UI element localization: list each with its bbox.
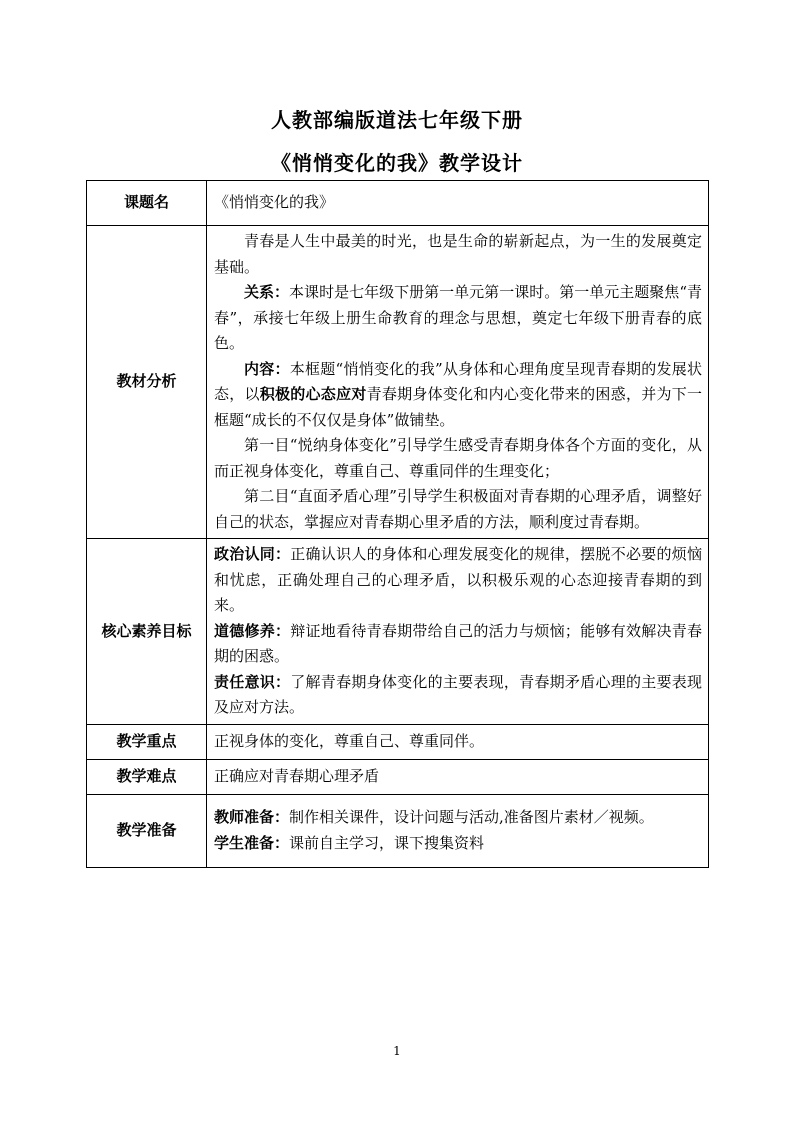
core-goals-content [207,539,709,725]
content-body-end: 青春期身体变化和内心变化带来的困惑，并为下一框题“成长的不仅仅是身体”做铺垫。 [214,385,702,429]
table-row-material-analysis [87,226,709,539]
core-goals-label: 核心素养目标 [87,539,207,725]
goal-political-body: 正确认识人的身体和心理发展变化的规律，摆脱不必要的烦恼和忧虑，正确处理自己的心理矛盾，以积极乐观的心态迎接青春期的到来。 [214,545,702,614]
relation-heading: 关系： [244,283,290,301]
teaching-focus-label: 教学重点 [87,724,207,759]
analysis-paragraph-content [214,357,702,434]
lesson-title-value: 《悄悄变化的我》 [207,181,709,226]
prep-teacher [214,805,702,831]
prep-teacher-body: 制作相关课件，设计问题与活动,准备图片素材／视频。 [289,808,654,826]
material-analysis-content [207,226,709,539]
goal-responsibility-body: 了解青春期身体变化的主要表现，青春期矛盾心理的主要表现及应对方法。 [214,672,702,716]
content-emphasis: 积极的心态应对 [259,385,367,403]
goal-moral-cultivation [214,619,702,670]
prep-teacher-heading: 教师准备： [214,808,290,826]
table-row-teaching-focus [87,724,709,759]
teaching-prep-label: 教学准备 [87,794,207,867]
page-number: 1 [393,1044,401,1058]
teaching-prep-content [207,794,709,867]
relation-body: 本课时是七年级下册第一单元第一课时。第一单元主题聚焦“青春”，承接七年级上册生命教育的理念与思想，奠定七年级下册青春的底色。 [214,283,702,352]
lesson-plan-table [86,180,709,868]
teaching-difficulty-value: 正确应对青春期心理矛盾 [207,759,709,794]
document-subtitle: 《悄悄变化的我》教学设计 [271,151,523,175]
content-heading: 内容： [244,359,290,378]
teaching-difficulty-label: 教学难点 [87,759,207,794]
analysis-paragraph-intro: 青春是人生中最美的时光，也是生命的崭新起点，为一生的发展奠定基础。 [214,232,702,276]
content-body-start: 本框题“悄悄变化的我”从身体和心理角度呈现青春期的发展状态，以 [214,359,702,403]
goal-political-identity [214,542,702,619]
teaching-focus-value: 正视身体的变化，尊重自己、尊重同伴。 [207,724,709,759]
material-analysis-label: 教材分析 [87,226,207,539]
table-row-lesson-title [87,181,709,226]
table-row-teaching-difficulty [87,759,709,794]
goal-responsibility [214,670,702,721]
goal-moral-body: 辩证地看待青春期带给自己的活力与烦恼；能够有效解决青春期的困惑。 [214,621,702,665]
prep-student [214,831,702,857]
goal-responsibility-heading: 责任意识： [214,672,291,691]
analysis-paragraph-relation [214,280,702,357]
table-row-teaching-prep [87,794,709,867]
document-title: 人教部编版道法七年级下册 [271,108,523,132]
analysis-paragraph-section2: 第二目“直面矛盾心理”引导学生积极面对青春期的心理矛盾，调整好自己的状态，掌握应对青春期心里矛盾的方法，顺利度过青春期。 [214,487,702,531]
lesson-title-label: 课题名 [87,181,207,226]
table-row-core-goals [87,539,709,725]
prep-student-heading: 学生准备： [214,833,290,852]
analysis-paragraph-section1: 第一目“悦纳身体变化”引导学生感受青春期身体各个方面的变化，从而正视身体变化，尊重自己、尊重同伴的生理变化； [214,436,702,480]
goal-political-heading: 政治认同： [214,545,291,563]
goal-moral-heading: 道德修养： [214,621,291,640]
prep-student-body: 课前自主学习，课下搜集资料 [289,833,485,852]
